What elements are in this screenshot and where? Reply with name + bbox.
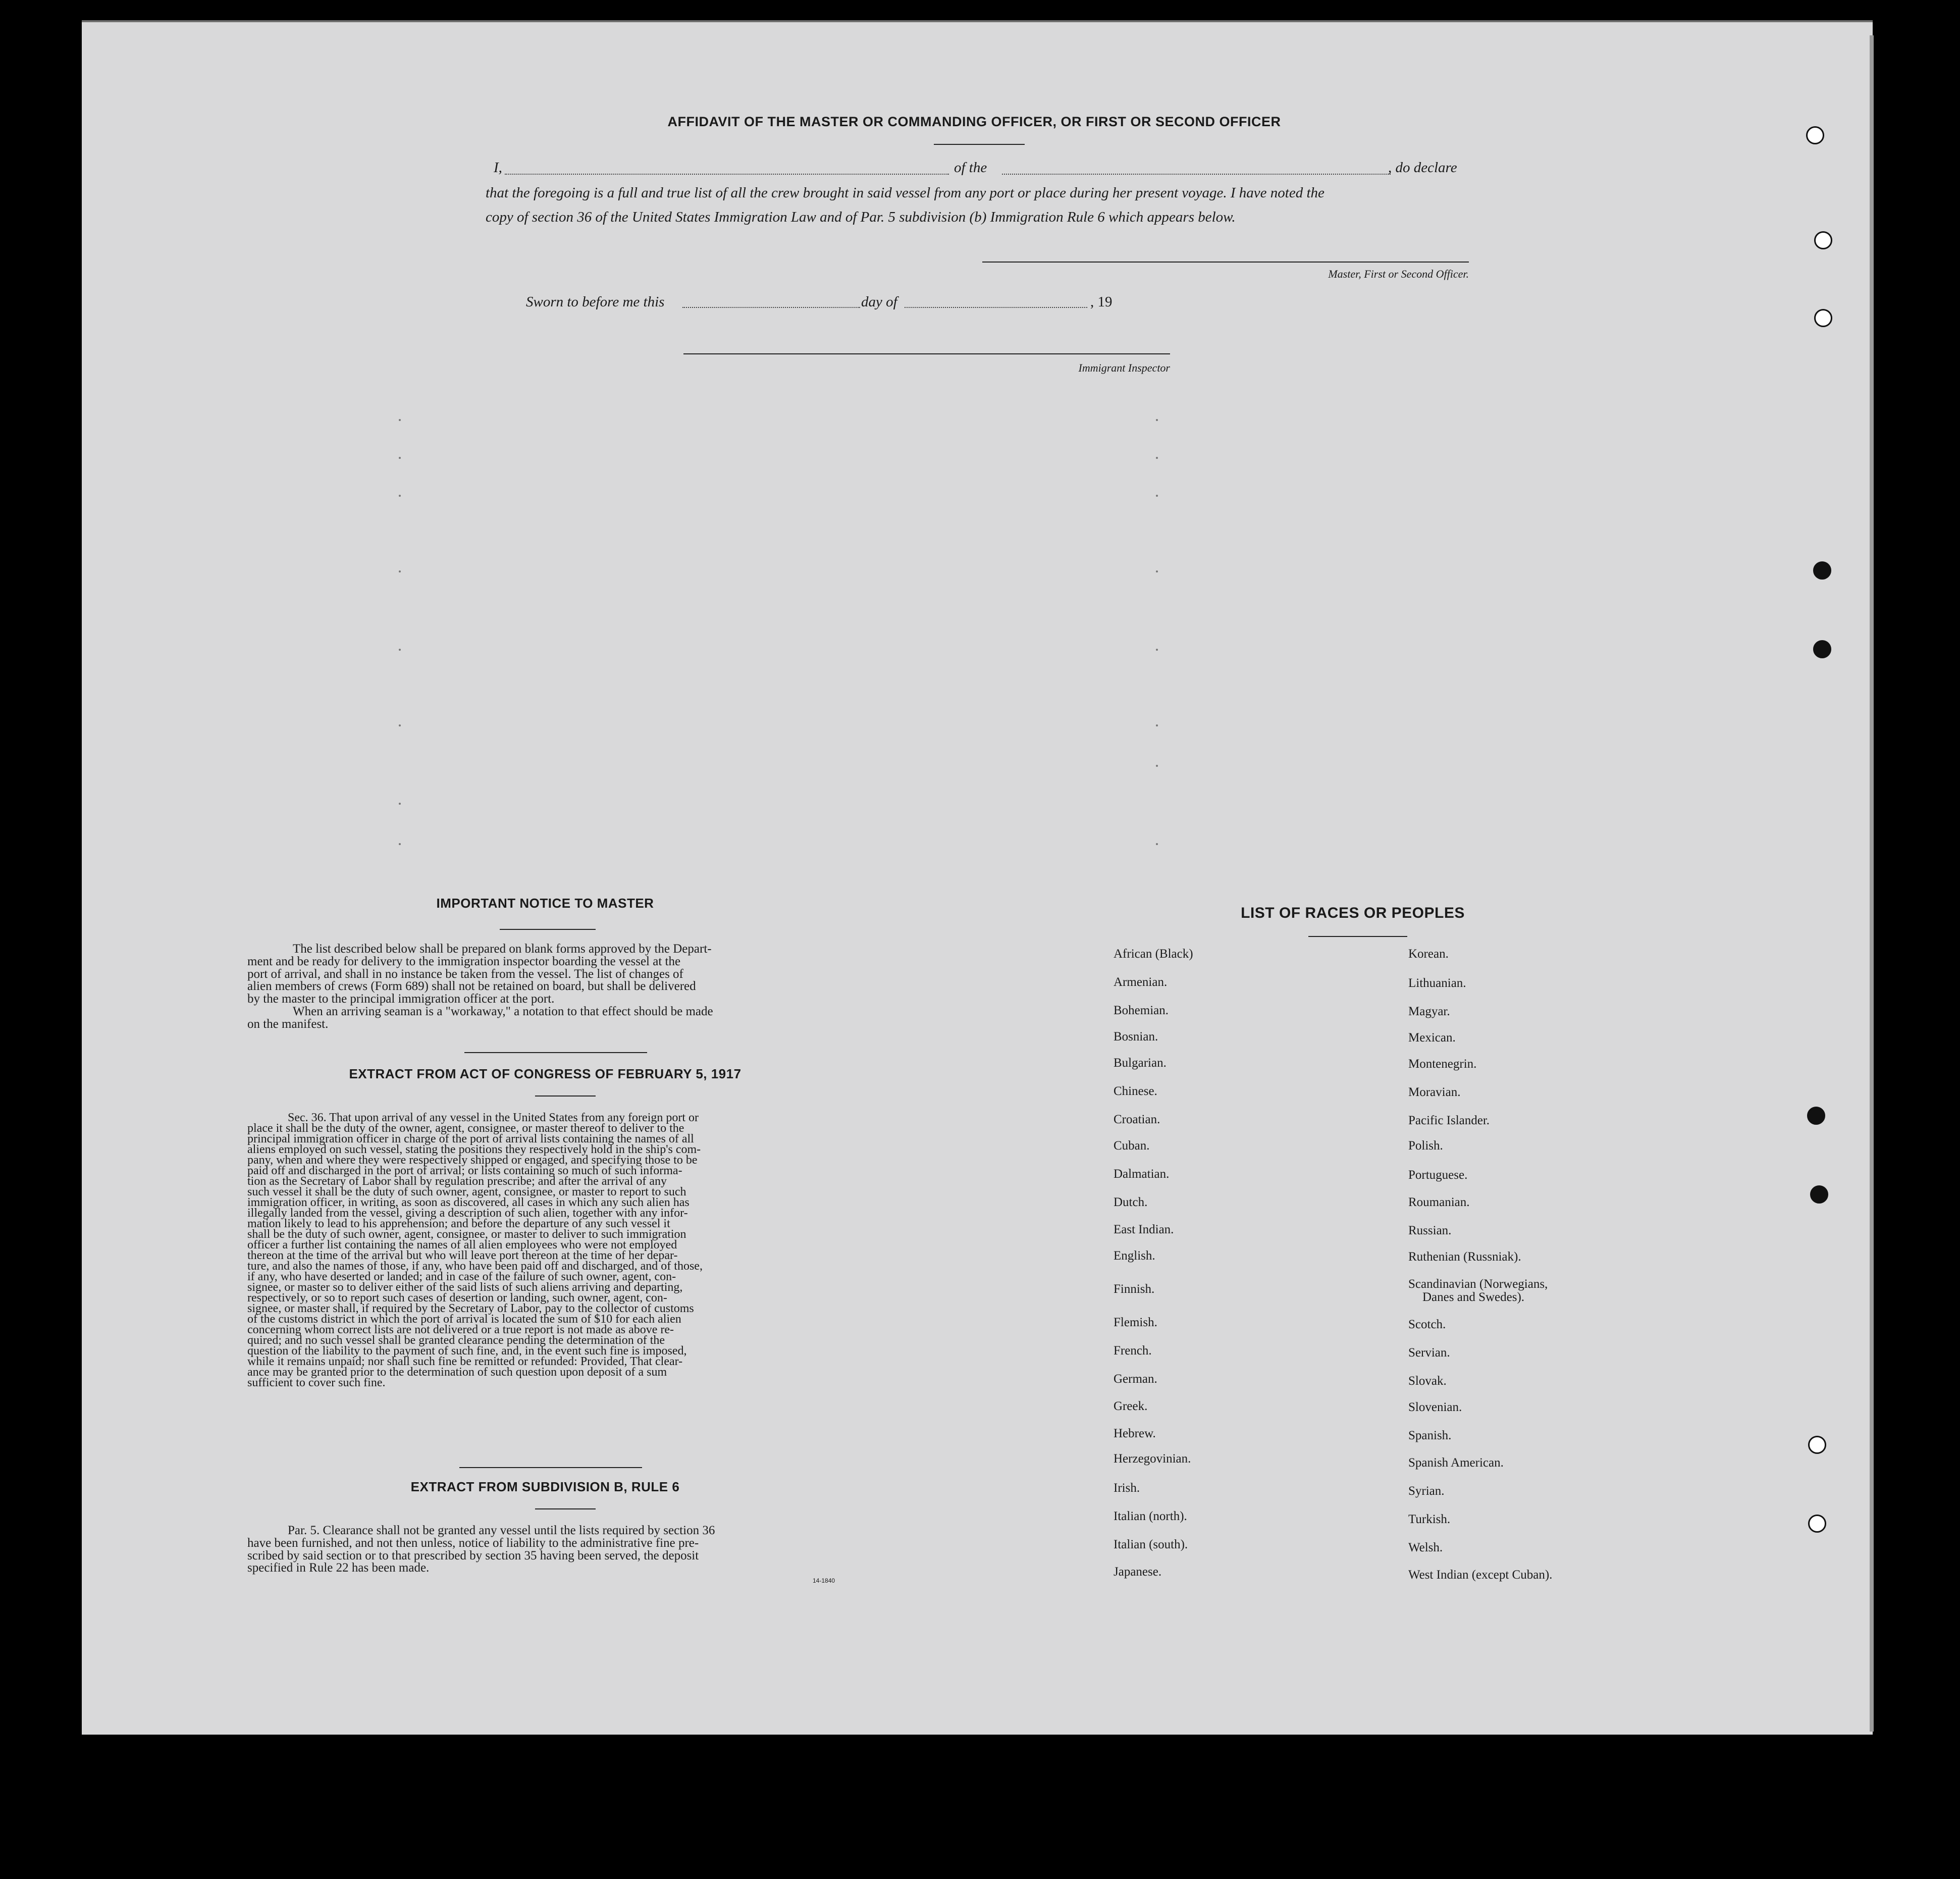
affidavit-line-2: that the foregoing is a full and true list of all the crew brought in said vessel from any port or place during her present voyage. I have noted the [486,185,1325,201]
race-item: Dutch. [1114,1195,1148,1209]
inspector-caption: Immigrant Inspector [1078,361,1170,374]
act-line: of the customs district in which the port of arrival is located the sum of $10 for each alien [247,1313,681,1326]
master-signature-caption: Master, First or Second Officer. [1328,268,1469,280]
binder-hole [1813,561,1831,580]
race-item: African (Black) [1114,947,1193,961]
do-declare-text: , do declare [1388,160,1457,176]
notice-line: by the master to the principal immigration officer at the port. [247,992,555,1006]
race-item: Portuguese. [1408,1168,1468,1182]
race-item: Montenegrin. [1408,1057,1477,1071]
act-extract-text [247,1113,843,1388]
year-label: , 19 [1090,294,1113,310]
act-line: officer a further list containing the names of all alien employees who were not employed [247,1238,677,1251]
race-item: Bohemian. [1114,1004,1169,1017]
affidavit-of-the-label: of the [954,160,987,176]
rule-line: have been furnished, and not then unless, notice of liability to the administrative fine pre- [247,1536,699,1550]
act-line: immigration officer, in writing, as soon as discovered, all cases in which any such alien has [247,1196,690,1209]
notice-line: port of arrival, and shall in no instance be taken from the vessel. The list of changes of [247,967,683,981]
master-signature-line[interactable] [982,262,1469,263]
form-number: 14-1840 [813,1577,835,1584]
binder-hole [1813,640,1831,658]
act-line: paid off and discharged in the port of arrival; or lists containing so much of such informa- [247,1164,682,1177]
page-edge [1870,35,1874,1732]
name-field[interactable] [505,174,949,175]
race-item: Slovenian. [1408,1400,1462,1414]
act-line: respectively, or so to report such cases of desertion or landing, such owner, agent, con- [247,1291,667,1304]
race-item: Irish. [1114,1481,1140,1495]
race-item: Ruthenian (Russniak). [1408,1250,1521,1264]
binder-hole [1808,1436,1826,1454]
race-item: French. [1114,1344,1152,1358]
race-item: Italian (south). [1114,1538,1188,1551]
rule-extract-title: EXTRACT FROM SUBDIVISION B, RULE 6 [410,1479,680,1494]
act-line: thereon at the time of the arrival but who will leave port thereon at the time of her depar- [247,1249,678,1262]
race-item: Danes and Swedes). [1422,1290,1525,1304]
race-item: English. [1114,1249,1155,1263]
inspector-signature-line[interactable] [683,353,1170,354]
act-line: pany, when and where they were respectively shipped or engaged, and specifying those to be [247,1154,698,1167]
race-item: Slovak. [1408,1374,1447,1388]
affidavit-line-3: copy of section 36 of the United States Immigration Law and of Par. 5 subdivision (b) Immigration Rule 6 which appears below. [486,209,1236,225]
race-item: Armenian. [1114,975,1168,989]
race-item: Korean. [1408,947,1449,961]
act-line: place it shall be the duty of the owner, agent, consignee, or master thereof to deliver to the [247,1122,684,1135]
sworn-month-field[interactable] [905,307,1087,308]
race-item: Polish. [1408,1139,1443,1153]
act-line: question of the liability to the payment of such fine, and, in the event such fine is imposed, [247,1344,687,1358]
affidavit-i-label: I, [494,160,502,176]
act-line: principal immigration officer in charge of the port of arrival lists containing the names of all [247,1132,694,1145]
act-line: sufficient to cover such fine. [247,1376,386,1389]
rule-extract-text [247,1525,843,1575]
rule-line: Par. 5. Clearance shall not be granted any vessel until the lists required by section 36 [288,1524,715,1537]
race-item: Italian (north). [1114,1509,1187,1523]
race-item: Dalmatian. [1114,1167,1170,1181]
race-item: Mexican. [1408,1031,1456,1045]
act-line: aliens employed on such vessel, stating the positions they respectively hold in the ship's com- [247,1143,701,1156]
race-item: Servian. [1408,1346,1450,1360]
race-item: Spanish. [1408,1429,1452,1442]
affidavit-title: AFFIDAVIT OF THE MASTER OR COMMANDING OFFICER, OR FIRST OR SECOND OFFICER [667,114,1281,129]
binder-hole [1814,231,1832,249]
race-item: Pacific Islander. [1408,1114,1490,1127]
act-line: signee, or master shall, if required by the Secretary of Labor, pay to the collector of customs [247,1302,694,1315]
binder-hole [1808,1515,1826,1533]
race-item: Turkish. [1408,1512,1451,1526]
race-item: West Indian (except Cuban). [1408,1568,1553,1582]
act-line: while it remains unpaid; nor shall such fine be remitted or refunded: Provided, That clear- [247,1355,683,1368]
rule-line: scribed by said section or to that prescribed by section 35 having been served, the deposit [247,1548,699,1562]
race-item: Magyar. [1408,1005,1450,1018]
notice-line: ment and be ready for delivery to the immigration inspector boarding the vessel at the [247,954,681,968]
race-item: Hebrew. [1114,1427,1156,1440]
act-line: mation likely to lead to his apprehension; and before the departure of any such vessel it [247,1217,670,1230]
race-item: Russian. [1408,1224,1452,1237]
race-item: East Indian. [1114,1223,1174,1236]
act-extract-title: EXTRACT FROM ACT OF CONGRESS OF FEBRUARY 5, 1917 [349,1066,741,1081]
day-of-label: day of [861,294,897,310]
race-item: Flemish. [1114,1316,1157,1329]
race-item: Japanese. [1114,1565,1162,1579]
act-line: if any, who have deserted or landed; and in case of the failure of such owner, agent, con- [247,1270,676,1283]
race-item: Roumanian. [1408,1195,1470,1209]
act-line: tion as the Secretary of Labor shall by regulation prescribe; and after the arrival of any [247,1175,667,1188]
act-line: shall be the duty of such owner, agent, consignee, or master to deliver to such immigration [247,1228,686,1241]
binder-hole [1814,309,1832,327]
rule-line: specified in Rule 22 has been made. [247,1561,430,1575]
act-line: Sec. 36. That upon arrival of any vessel in the United States from any foreign port or [288,1111,699,1124]
race-item: Spanish American. [1408,1456,1504,1470]
race-item: Chinese. [1114,1084,1157,1098]
notice-text [247,943,843,1031]
race-item: Syrian. [1408,1484,1445,1498]
race-item: Bosnian. [1114,1030,1158,1043]
race-item: Cuban. [1114,1139,1150,1153]
race-item: Scotch. [1408,1318,1446,1331]
race-item: Herzegovinian. [1114,1452,1191,1466]
race-item: Moravian. [1408,1085,1461,1099]
race-item: Lithuanian. [1408,976,1466,990]
binder-hole [1806,126,1824,144]
act-line: concerning whom correct lists are not delivered or a true report is not made as above re- [247,1323,674,1336]
race-item: German. [1114,1372,1157,1386]
binder-hole [1810,1185,1828,1204]
sworn-day-field[interactable] [682,307,860,308]
act-line: ture, and also the names of those, if any, who have been paid off and discharged, and of those, [247,1260,703,1273]
act-line: ance may be granted prior to the determination of such question upon deposit of a sum [247,1366,667,1379]
race-item: Bulgarian. [1114,1056,1167,1070]
notice-line: The list described below shall be prepared on blank forms approved by the Depart- [293,942,712,956]
race-item: Welsh. [1408,1541,1443,1554]
act-line: such vessel it shall be the duty of such owner, agent, consignee, or master to report to such [247,1185,686,1198]
vessel-field[interactable] [1002,174,1391,175]
race-item: Greek. [1114,1399,1148,1413]
act-line: quired; and no such vessel shall be granted clearance pending the determination of the [247,1334,665,1347]
document-page [82,20,1873,1735]
race-item: Croatian. [1114,1113,1160,1126]
notice-line: When an arriving seaman is a "workaway," a notation to that effect should be made [293,1004,713,1018]
binder-hole [1807,1107,1825,1125]
notice-title: IMPORTANT NOTICE TO MASTER [436,896,654,911]
act-line: illegally landed from the vessel, giving a description of such alien, together with any infor- [247,1207,688,1220]
sworn-label: Sworn to before me this [526,294,665,310]
notice-line: on the manifest. [247,1017,329,1031]
notice-line: alien members of crews (Form 689) shall not be retained on board, but shall be delivered [247,979,696,994]
race-item: Scandinavian (Norwegians, [1408,1277,1548,1291]
races-title: LIST OF RACES OR PEOPLES [1241,905,1465,921]
act-line: signee, or master so to deliver either of the said lists of such aliens arriving and departing, [247,1281,683,1294]
race-item: Finnish. [1114,1282,1155,1296]
